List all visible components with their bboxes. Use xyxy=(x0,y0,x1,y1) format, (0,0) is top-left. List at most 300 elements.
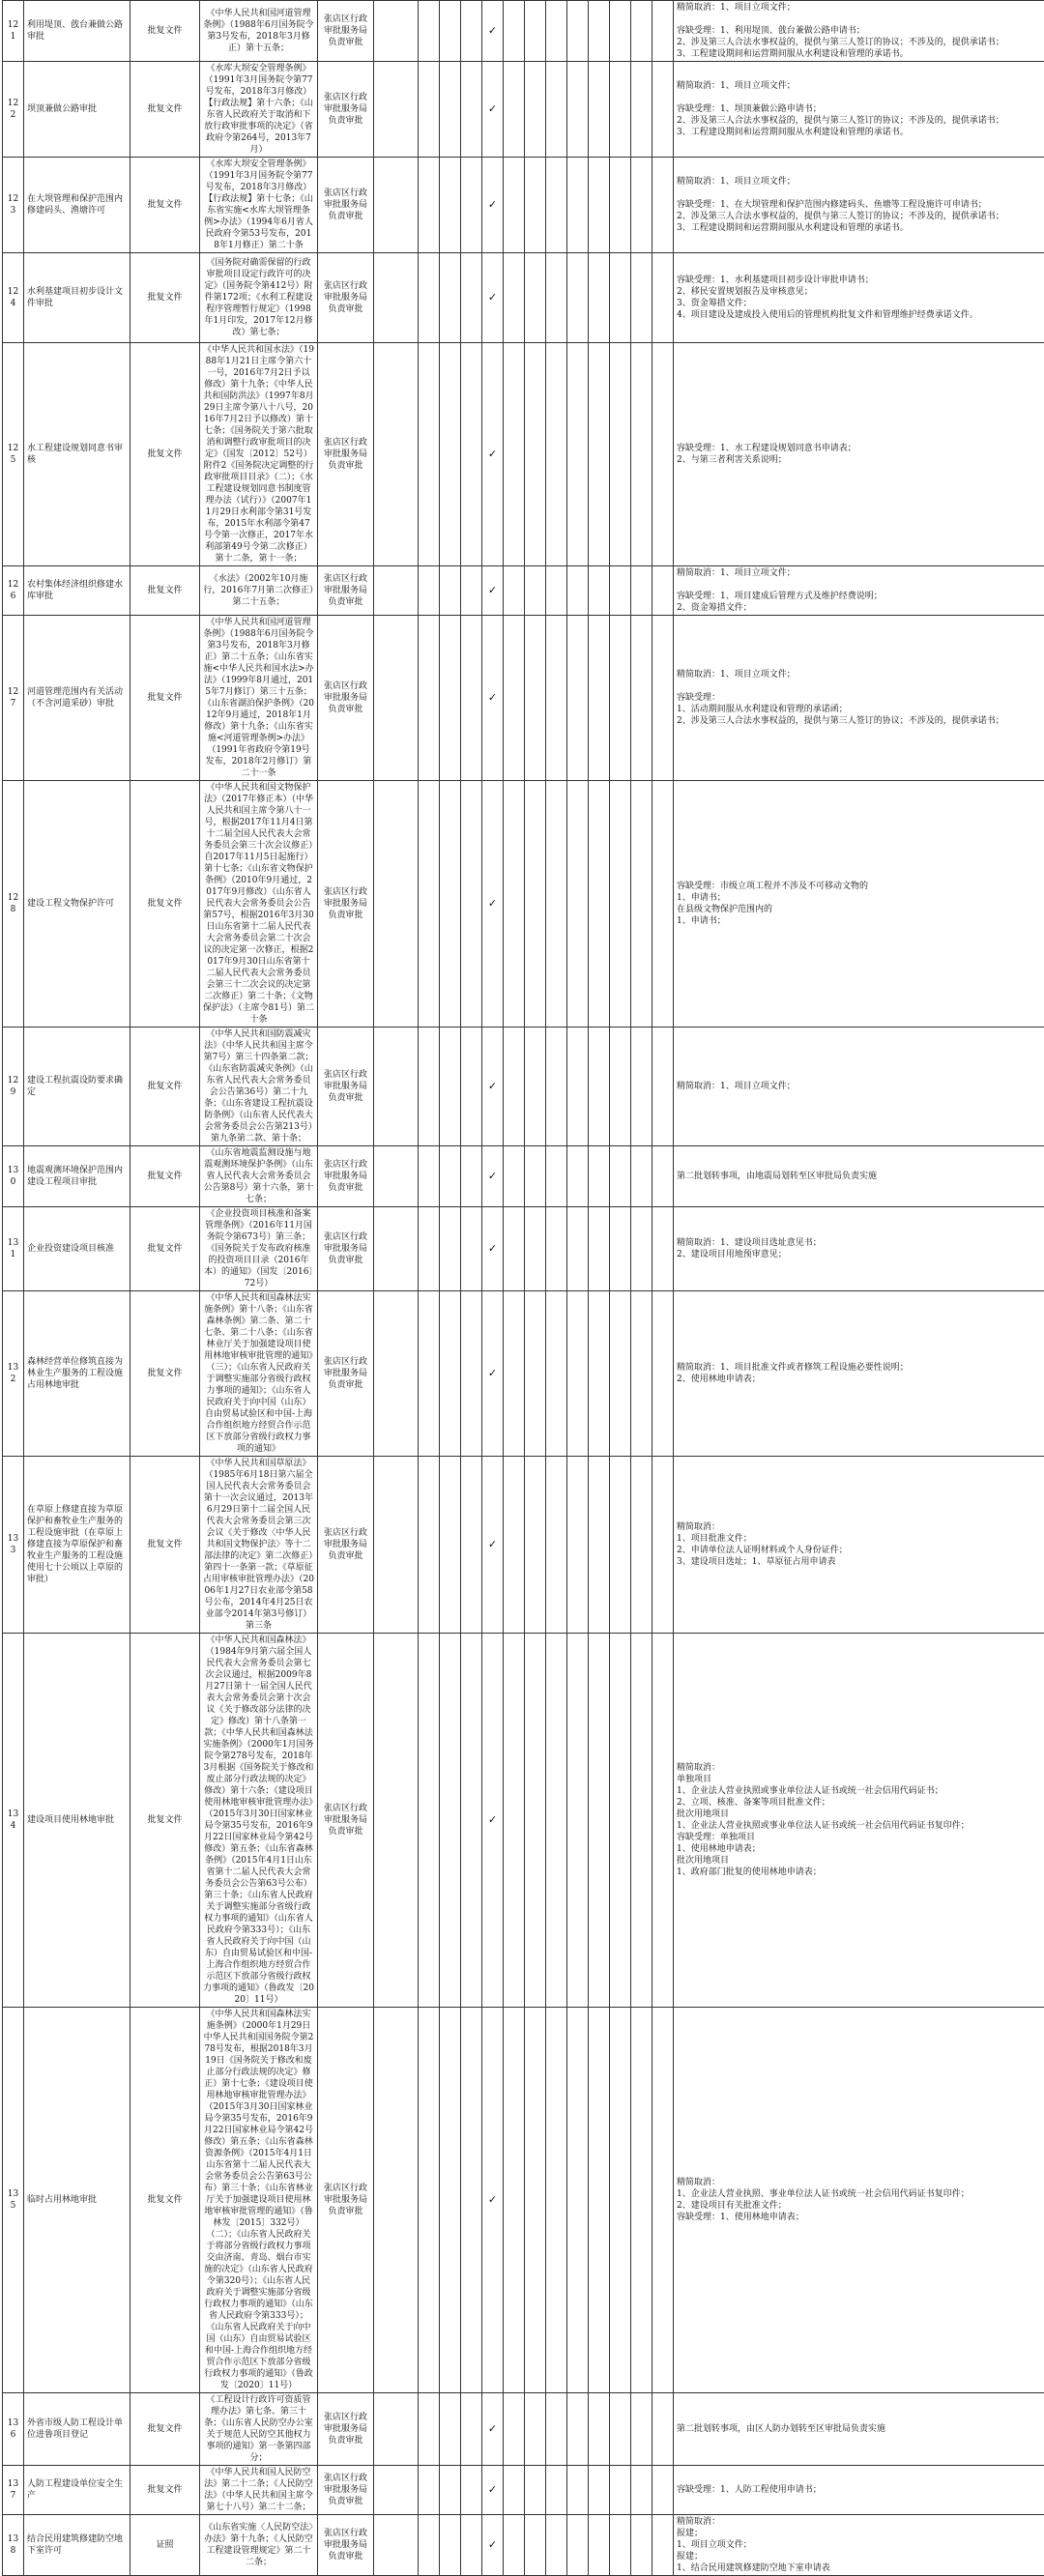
row-number-cell: 130 xyxy=(3,1146,24,1207)
empty-cell xyxy=(652,1457,674,1634)
empty-cell xyxy=(419,2008,440,2393)
empty-cell xyxy=(589,2393,610,2466)
empty-cell xyxy=(589,1634,610,2008)
empty-cell xyxy=(652,1207,674,1291)
empty-cell xyxy=(631,2515,652,2576)
empty-cell xyxy=(440,2466,461,2515)
empty-cell xyxy=(567,1457,589,1634)
result-type-cell: 批复文件 xyxy=(130,1146,200,1207)
empty-cell xyxy=(461,1028,482,1146)
result-type-cell: 批复文件 xyxy=(130,158,200,253)
legal-basis-cell: 《中华人民共和国水法》（1988年1月21日主席令第六十一号，2016年7月2日予以修改）第十九条；《中华人民共和国防洪法》（1997年8月29日主席令第八十八号，2016年7月2日予以修改）第十七条；《国务院关于第六批取消和调整行政审批项目的决定》（国发〔2012〕52号）附件2《国务院决定调整的行政审批项目目录》（二）；《水工程建设规划同意书制度管理办法（试行）》（2007年11月29日水利部令第31号发布，2015年水利部令第47号令第一次修正，2017年水利部第49号令第二次修正）第十二条，第十一条； xyxy=(200,343,318,566)
item-name-cell: 坝顶兼做公路审批 xyxy=(24,62,130,158)
empty-cell xyxy=(589,1207,610,1291)
result-type-cell: 批复文件 xyxy=(130,616,200,781)
empty-cell xyxy=(440,2515,461,2576)
empty-cell xyxy=(504,1146,525,1207)
empty-cell xyxy=(374,253,419,343)
empty-cell xyxy=(440,343,461,566)
result-type-cell: 批复文件 xyxy=(130,1457,200,1634)
table-row xyxy=(3,566,1044,616)
row-number-cell: 129 xyxy=(3,1028,24,1146)
checkmark-icon: ✓ xyxy=(482,2008,504,2393)
empty-cell xyxy=(610,566,631,616)
empty-cell xyxy=(525,1,546,62)
table-row xyxy=(3,343,1044,566)
materials-cell: 容缺受理：1、水工程建设规划同意书申请表； 2、与第三者利害关系说明； xyxy=(674,343,1044,566)
empty-cell xyxy=(610,158,631,253)
empty-cell xyxy=(546,2515,567,2576)
empty-cell xyxy=(419,1634,440,2008)
row-number-cell: 131 xyxy=(3,1207,24,1291)
result-type-cell: 批复文件 xyxy=(130,1207,200,1291)
materials-cell: 第二批划转事项，由区人防办划转至区审批局负责实施 xyxy=(674,2393,1044,2466)
row-number-cell: 122 xyxy=(3,62,24,158)
empty-cell xyxy=(589,253,610,343)
empty-cell xyxy=(440,566,461,616)
row-number-cell: 137 xyxy=(3,2466,24,2515)
empty-cell xyxy=(374,1457,419,1634)
empty-cell xyxy=(610,1,631,62)
checkmark-icon: ✓ xyxy=(482,253,504,343)
department-cell: 张店区行政审批服务局负责审批 xyxy=(318,781,374,1028)
empty-cell xyxy=(652,1634,674,2008)
empty-cell xyxy=(610,1291,631,1457)
legal-basis-cell: 《中华人民共和国草原法》（1985年6月18日第六届全国人民代表大会常务委员会第十一次会议通过，2013年6月29日第十二届全国人民代表大会常务委员会第三次会议《关于修改〈中华人民共和国文物保护法〉等十二部法律的决定》第二次修正）第四十一条第一款；《草原征占用审核审批管理办法》（2006年1月27日农业部令第58号公布，2014年4月25日农业部令2014年第3号修订）第三条 xyxy=(200,1457,318,1634)
empty-cell xyxy=(504,1634,525,2008)
checkmark-icon: ✓ xyxy=(482,2393,504,2466)
empty-cell xyxy=(631,1,652,62)
empty-cell xyxy=(546,343,567,566)
empty-cell xyxy=(631,158,652,253)
empty-cell xyxy=(504,2466,525,2515)
empty-cell xyxy=(525,253,546,343)
empty-cell xyxy=(461,1146,482,1207)
empty-cell xyxy=(631,2008,652,2393)
empty-cell xyxy=(567,2008,589,2393)
empty-cell xyxy=(652,1028,674,1146)
empty-cell xyxy=(374,1028,419,1146)
legal-basis-cell: 《水库大坝安全管理条例》（1991年3月国务院令第77号发布，2018年3月修改）【行政法规】第十六条；《山东省人民政府关于取消和下放行政审批事项的决定》（省政府令第264号，2013年7月） xyxy=(200,62,318,158)
empty-cell xyxy=(440,1291,461,1457)
materials-cell: 精简取消：1、项目立项文件； xyxy=(674,1028,1044,1146)
empty-cell xyxy=(419,616,440,781)
empty-cell xyxy=(546,158,567,253)
empty-cell xyxy=(610,2466,631,2515)
empty-cell xyxy=(610,1457,631,1634)
item-name-cell: 建设项目使用林地审批 xyxy=(24,1634,130,2008)
checkmark-icon: ✓ xyxy=(482,1146,504,1207)
empty-cell xyxy=(374,1207,419,1291)
checkmark-icon: ✓ xyxy=(482,2515,504,2576)
empty-cell xyxy=(504,566,525,616)
result-type-cell: 批复文件 xyxy=(130,1634,200,2008)
empty-cell xyxy=(374,1634,419,2008)
empty-cell xyxy=(419,1457,440,1634)
empty-cell xyxy=(610,1146,631,1207)
legal-basis-cell: 《中华人民共和国森林法》（1984年9月第六届全国人民代表大会常务委员会第七次会议通过，根据2009年8月27日第十一届全国人民代表大会常务委员会第十次会议《关于修改部分法律的决定》修改）第十八条第一款；《中华人民共和国森林法实施条例》（2000年1月国务院令第278号发布，2018年3月根据《国务院关于修改和废止部分行政法规的决定》修改）第十六条；《建设项目使用林地审核审批管理办法》（2015年3月30日国家林业局令第35号发布，2016年9月22日国家林业局令第42号修改）第五条；《山东省森林条例》（2015年4月1日山东省第十二届人民代表大会常务委员会公告第63号公布）第三十条；《山东省人民政府关于调整实施部分省级行政权力事项的通知》（山东省人民政府令第333号）；《山东省人民政府关于向中国（山东）自由贸易试验区和中国-上海合作组织地方经贸合作示范区下放部分省级行政权力事项的通知》（鲁政发〔2020〕11号） xyxy=(200,1634,318,2008)
empty-cell xyxy=(461,62,482,158)
row-number-cell: 123 xyxy=(3,158,24,253)
empty-cell xyxy=(461,781,482,1028)
item-name-cell: 外省市级人防工程设计单位进鲁项目登记 xyxy=(24,2393,130,2466)
result-type-cell: 批复文件 xyxy=(130,1291,200,1457)
checkmark-icon: ✓ xyxy=(482,1028,504,1146)
empty-cell xyxy=(461,2008,482,2393)
empty-cell xyxy=(589,2515,610,2576)
legal-basis-cell: 《山东省实施〈人民防空法〉办法》第十九条；《人民防空工程建设管理规定》第二十二条； xyxy=(200,2515,318,2576)
result-type-cell: 批复文件 xyxy=(130,1,200,62)
empty-cell xyxy=(504,1,525,62)
empty-cell xyxy=(567,62,589,158)
empty-cell xyxy=(652,253,674,343)
empty-cell xyxy=(652,2466,674,2515)
empty-cell xyxy=(589,62,610,158)
empty-cell xyxy=(461,616,482,781)
department-cell: 张店区行政审批服务局负责审批 xyxy=(318,253,374,343)
result-type-cell: 批复文件 xyxy=(130,253,200,343)
legal-basis-cell: 《中华人民共和国人民防空法》第二十二条；《人民防空法》（中华人民共和国主席令第七十八号）第二十二条； xyxy=(200,2466,318,2515)
checkmark-icon: ✓ xyxy=(482,1207,504,1291)
empty-cell xyxy=(440,1207,461,1291)
department-cell: 张店区行政审批服务局负责审批 xyxy=(318,566,374,616)
empty-cell xyxy=(440,1028,461,1146)
empty-cell xyxy=(461,1457,482,1634)
empty-cell xyxy=(440,253,461,343)
table-row xyxy=(3,1,1044,62)
empty-cell xyxy=(610,62,631,158)
empty-cell xyxy=(610,781,631,1028)
table-row xyxy=(3,2515,1044,2576)
empty-cell xyxy=(525,566,546,616)
empty-cell xyxy=(504,62,525,158)
materials-cell: 精简取消：1、项目批准文件或者修筑工程设施必要性说明； 2、使用林地申请表； xyxy=(674,1291,1044,1457)
materials-cell: 容缺受理：市级立项工程并不涉及不可移动文物的 1、申请书； 在县级文物保护范围内的 1、申请书； xyxy=(674,781,1044,1028)
empty-cell xyxy=(631,566,652,616)
empty-cell xyxy=(631,1634,652,2008)
empty-cell xyxy=(652,343,674,566)
empty-cell xyxy=(440,781,461,1028)
empty-cell xyxy=(631,343,652,566)
table-row xyxy=(3,62,1044,158)
empty-cell xyxy=(440,158,461,253)
legal-basis-cell: 《中华人民共和国文物保护法》（2017年修正本）（中华人民共和国主席令第八十一号，根据2017年11月4日第十二届全国人民代表大会常务委员会第三十次会议修正）自2017年11月5日起施行）第十七条；《山东省文物保护条例》（2010年9月通过，2017年9月修改）（山东省人民代表大会常务委员会公告第57号，根据2016年3月30日山东省第十二届人民代表大会常务委员会第二十次会议的决定第一次修正，根据2017年9月30日山东省第十二届人民代表大会常务委员会第三十二次会议的决定第二次修正）第二十条；《文物保护法》（主席令81号）第二十条 xyxy=(200,781,318,1028)
legal-basis-cell: 《中华人民共和国防震减灾法》（中华人民共和国主席令第7号）第三十四条第二款；《山东省防震减灾条例》（山东省人民代表大会常务委员会公告第36号）第二十九条；《山东省建设工程抗震设防条例》（山东省人民代表大会常务委员会公告第213号）第九条第二款、第十条； xyxy=(200,1028,318,1146)
empty-cell xyxy=(374,1146,419,1207)
legal-basis-cell: 《中华人民共和国森林法实施条例》（2000年1月29日中华人民共和国国务院令第278号发布，根据2018年3月19日《国务院关于修改和废止部分行政法规的决定》修正）第十七条；《建设项目使用林地审核审批管理办法》（2015年3月30日国家林业局令第35号发布，2016年9月22日国家林业局令第42号修改）第五条；《山东省森林资源条例》（2015年4月1日山东省第十二届人民代表大会常务委员会公告第63号公布）第三十条；《山东省林业厅关于加强建设项目使用林地审核审批管理的通知》（鲁林发〔2015〕332号）（二）；《山东省人民政府关于将部分省级行政权力事项交由济南、青岛、烟台市实施的决定》（山东省人民政府令第320号）；《山东省人民政府关于调整实施部分省级行政权力事项的通知》（山东省人民政府令第333号）；《山东省人民政府关于向中国（山东）自由贸易试验区和中国-上海合作组织地方经贸合作示范区下放部分省级行政权力事项的通知》（鲁政发〔2020〕11号） xyxy=(200,2008,318,2393)
empty-cell xyxy=(631,1457,652,1634)
empty-cell xyxy=(652,1,674,62)
empty-cell xyxy=(504,253,525,343)
empty-cell xyxy=(461,2466,482,2515)
legal-basis-cell: 《中华人民共和国河道管理条例》（1988年6月国务院令第3号发布，2018年3月修正）第十五条； xyxy=(200,1,318,62)
empty-cell xyxy=(504,616,525,781)
materials-cell: 精简取消：1、建设项目选址意见书； 2、建设项目用地预审意见； xyxy=(674,1207,1044,1291)
materials-cell: 精简取消：1、项目立项文件； 容缺受理：1、坝顶兼做公路申请书； 2、涉及第三人合法水事权益的，提供与第三人签订的协议；不涉及的，提供承诺书； 3、工程建设期间和运营期间服从水利建设和管理的承诺书。 xyxy=(674,62,1044,158)
row-number-cell: 134 xyxy=(3,1634,24,2008)
row-number-cell: 124 xyxy=(3,253,24,343)
empty-cell xyxy=(440,1,461,62)
table-row xyxy=(3,2393,1044,2466)
row-number-cell: 135 xyxy=(3,2008,24,2393)
row-number-cell: 121 xyxy=(3,1,24,62)
checkmark-icon: ✓ xyxy=(482,62,504,158)
empty-cell xyxy=(419,1146,440,1207)
legal-basis-cell: 《水法》（2002年10月施行，2016年7月第二次修正）第二十五条； xyxy=(200,566,318,616)
empty-cell xyxy=(461,1291,482,1457)
row-number-cell: 126 xyxy=(3,566,24,616)
empty-cell xyxy=(652,1146,674,1207)
empty-cell xyxy=(546,1457,567,1634)
empty-cell xyxy=(374,566,419,616)
empty-cell xyxy=(504,1291,525,1457)
empty-cell xyxy=(631,1291,652,1457)
materials-cell: 容缺受理：1、水利基建项目初步设计审批申请书； 2、移民安置规划报告及审核意见； 3、资金筹措文件； 4、项目建设及建成投入使用后的管理机构批复文件和管理维护经费承诺文件。 xyxy=(674,253,1044,343)
empty-cell xyxy=(461,253,482,343)
empty-cell xyxy=(610,1207,631,1291)
empty-cell xyxy=(631,253,652,343)
empty-cell xyxy=(589,1291,610,1457)
empty-cell xyxy=(461,566,482,616)
materials-cell: 精简取消： 报建； 1、项目立项文件； 报建； 1、结合民用建筑修建防空地下室申请表 xyxy=(674,2515,1044,2576)
empty-cell xyxy=(525,62,546,158)
empty-cell xyxy=(589,2466,610,2515)
empty-cell xyxy=(440,616,461,781)
empty-cell xyxy=(631,62,652,158)
table-row xyxy=(3,1457,1044,1634)
checkmark-icon: ✓ xyxy=(482,343,504,566)
item-name-cell: 河道管理范围内有关活动（不含河道采砂）审批 xyxy=(24,616,130,781)
empty-cell xyxy=(419,158,440,253)
table-row xyxy=(3,1634,1044,2008)
item-name-cell: 在草原上修建直接为草原保护和畜牧业生产服务的工程设施审批（在草原上修建直接为草原保护和畜牧业生产服务的工程设施使用七十公顷以上草原的审批） xyxy=(24,1457,130,1634)
department-cell: 张店区行政审批服务局负责审批 xyxy=(318,158,374,253)
empty-cell xyxy=(440,1146,461,1207)
empty-cell xyxy=(374,62,419,158)
row-number-cell: 128 xyxy=(3,781,24,1028)
row-number-cell: 132 xyxy=(3,1291,24,1457)
empty-cell xyxy=(546,616,567,781)
empty-cell xyxy=(567,1028,589,1146)
empty-cell xyxy=(419,1207,440,1291)
empty-cell xyxy=(525,2393,546,2466)
empty-cell xyxy=(589,2008,610,2393)
empty-cell xyxy=(567,2515,589,2576)
empty-cell xyxy=(461,1,482,62)
result-type-cell: 批复文件 xyxy=(130,343,200,566)
empty-cell xyxy=(440,2393,461,2466)
empty-cell xyxy=(546,1207,567,1291)
empty-cell xyxy=(374,158,419,253)
empty-cell xyxy=(440,1457,461,1634)
department-cell: 张店区行政审批服务局负责审批 xyxy=(318,1457,374,1634)
item-name-cell: 人防工程建设单位安全生产 xyxy=(24,2466,130,2515)
checkmark-icon: ✓ xyxy=(482,1457,504,1634)
materials-cell: 精简取消：1、项目立项文件； 容缺受理：1、在大坝管理和保护范围内修建码头、鱼塘等工程设施许可申请书； 2、涉及第三人合法水事权益的，提供与第三人签订的协议；不涉及的，提供承诺书； 3、工程建设期间和运营期间服从水利建设和管理的承诺书。 xyxy=(674,158,1044,253)
checkmark-icon: ✓ xyxy=(482,158,504,253)
empty-cell xyxy=(589,616,610,781)
empty-cell xyxy=(374,1,419,62)
materials-cell: 容缺受理：1、人防工程使用申请书； xyxy=(674,2466,1044,2515)
empty-cell xyxy=(525,781,546,1028)
empty-cell xyxy=(525,1207,546,1291)
empty-cell xyxy=(374,343,419,566)
empty-cell xyxy=(652,2515,674,2576)
empty-cell xyxy=(504,1207,525,1291)
empty-cell xyxy=(589,1457,610,1634)
materials-cell: 精简取消： 1、企业法人营业执照、事业单位法人证书或统一社会信用代码证书复印件； 2、建设项目有关批准文件； 容缺受理：1、使用林地申请表； xyxy=(674,2008,1044,2393)
result-type-cell: 批复文件 xyxy=(130,2466,200,2515)
table-row xyxy=(3,158,1044,253)
checkmark-icon: ✓ xyxy=(482,566,504,616)
item-name-cell: 森林经营单位修筑直接为林业生产服务的工程设施占用林地审批 xyxy=(24,1291,130,1457)
empty-cell xyxy=(419,2393,440,2466)
checkmark-icon: ✓ xyxy=(482,781,504,1028)
legal-basis-cell: 《中华人民共和国河道管理条例》（1988年6月国务院令第3号发布，2018年3月修正）第二十五条；《山东省实施<中华人民共和国水法>办法》（1999年8月通过，2015年7月修订）第三十五条；《山东省湖泊保护条例》（2012年9月通过，2018年1月修改）第十九条；《山东省实施<河道管理条例>办法》（1991年省政府令第19号发布，2018年2月修订）第二十一条 xyxy=(200,616,318,781)
empty-cell xyxy=(546,781,567,1028)
empty-cell xyxy=(419,1291,440,1457)
materials-cell: 精简取消：1、项目立项文件； 容缺受理：1、利用堤顶、戗台兼做公路申请书； 2、涉及第三人合法水事权益的，提供与第三人签订的协议；不涉及的，提供承诺书； 3、工程建设期间和运营期间服从水利建设和管理的承诺书。 xyxy=(674,1,1044,62)
empty-cell xyxy=(419,566,440,616)
empty-cell xyxy=(546,1146,567,1207)
empty-cell xyxy=(546,1291,567,1457)
empty-cell xyxy=(589,1028,610,1146)
empty-cell xyxy=(525,2466,546,2515)
empty-cell xyxy=(610,2008,631,2393)
department-cell: 张店区行政审批服务局负责审批 xyxy=(318,62,374,158)
empty-cell xyxy=(419,343,440,566)
row-number-cell: 136 xyxy=(3,2393,24,2466)
empty-cell xyxy=(631,1207,652,1291)
empty-cell xyxy=(525,2515,546,2576)
empty-cell xyxy=(567,1207,589,1291)
empty-cell xyxy=(652,2008,674,2393)
legal-basis-cell: 《山东省地震监测设施与地震观测环境保护条例》（山东省人民代表大会常务委员会公告第8号）第十六条，第十七条； xyxy=(200,1146,318,1207)
result-type-cell: 批复文件 xyxy=(130,62,200,158)
empty-cell xyxy=(546,62,567,158)
empty-cell xyxy=(440,1634,461,2008)
empty-cell xyxy=(610,1634,631,2008)
table-row xyxy=(3,2008,1044,2393)
empty-cell xyxy=(419,62,440,158)
empty-cell xyxy=(631,2393,652,2466)
materials-cell: 精简取消： 单独项目 1、企业法人营业执照或事业单位法人证书或统一社会信用代码证书； 2、立项、核准、备案等项目批准文件； 批次用地项目 1、企业法人营业执照或事业单位法人证书或统一社会信用代码证书复印件； 容缺受理：单独项目 1、使用林地申请表； 批次用地项目 1、政府部门批复的使用林地申请表； xyxy=(674,1634,1044,2008)
empty-cell xyxy=(567,566,589,616)
empty-cell xyxy=(652,62,674,158)
item-name-cell: 地震观测环境保护范围内建设工程项目审批 xyxy=(24,1146,130,1207)
empty-cell xyxy=(440,2008,461,2393)
empty-cell xyxy=(546,1,567,62)
materials-cell: 精简取消： 1、项目批准文件； 2、申请单位法人证明材料或个人身份证件； 3、建设项目选址；1、草原征占用申请表 xyxy=(674,1457,1044,1634)
empty-cell xyxy=(525,1634,546,2008)
empty-cell xyxy=(374,616,419,781)
empty-cell xyxy=(610,2393,631,2466)
checkmark-icon: ✓ xyxy=(482,2466,504,2515)
empty-cell xyxy=(504,781,525,1028)
materials-cell: 精简取消：1、项目立项文件； 容缺受理：1、项目建成后管理方式及维护经费说明； 2、资金筹措文件； xyxy=(674,566,1044,616)
checkmark-icon: ✓ xyxy=(482,1,504,62)
empty-cell xyxy=(589,1146,610,1207)
item-name-cell: 利用堤顶、戗台兼做公路审批 xyxy=(24,1,130,62)
department-cell: 张店区行政审批服务局负责审批 xyxy=(318,1028,374,1146)
legal-basis-cell: 《水库大坝安全管理条例》（1991年3月国务院令第77号发布，2018年3月修改）【行政法规】第十七条；《山东省实施<水库大坝管理条例>办法》（1994年6月省人民政府令第53号发布，2018年1月修正）第二十条 xyxy=(200,158,318,253)
empty-cell xyxy=(546,2393,567,2466)
empty-cell xyxy=(631,1028,652,1146)
legal-basis-cell: 《国务院对确需保留的行政审批项目设定行政许可的决定》（国务院令第412号）附件第172项；《水利工程建设程序管理暂行规定》（1998年1月印发，2017年12月修改）第七条； xyxy=(200,253,318,343)
empty-cell xyxy=(525,1457,546,1634)
table-row xyxy=(3,2466,1044,2515)
empty-cell xyxy=(546,2008,567,2393)
result-type-cell: 证照 xyxy=(130,2515,200,2576)
table-row xyxy=(3,253,1044,343)
department-cell: 张店区行政审批服务局负责审批 xyxy=(318,1634,374,2008)
empty-cell xyxy=(419,1,440,62)
item-name-cell: 建设工程抗震设防要求确定 xyxy=(24,1028,130,1146)
empty-cell xyxy=(589,566,610,616)
empty-cell xyxy=(546,2466,567,2515)
table-row xyxy=(3,1028,1044,1146)
department-cell: 张店区行政审批服务局负责审批 xyxy=(318,2515,374,2576)
legal-basis-cell: 《中华人民共和国森林法实施条例》第十八条；《山东省森林条例》第二条、第二十七条、第二十八条；《山东省林业厅关于加强建设项目使用林地审核审批管理的通知》（三）；《山东省人民政府关于调整实施部分省级行政权力事项的通知》；《山东省人民政府关于向中国（山东）自由贸易试验区和中国-上海合作组织地方经贸合作示范区下放部分省级行政权力事项的通知》 xyxy=(200,1291,318,1457)
empty-cell xyxy=(461,1634,482,2008)
empty-cell xyxy=(546,566,567,616)
empty-cell xyxy=(567,616,589,781)
department-cell: 张店区行政审批服务局负责审批 xyxy=(318,1291,374,1457)
empty-cell xyxy=(419,2466,440,2515)
empty-cell xyxy=(374,781,419,1028)
empty-cell xyxy=(567,2466,589,2515)
empty-cell xyxy=(374,2008,419,2393)
empty-cell xyxy=(631,616,652,781)
empty-cell xyxy=(419,2515,440,2576)
checkmark-icon: ✓ xyxy=(482,1634,504,2008)
item-name-cell: 建设工程文物保护许可 xyxy=(24,781,130,1028)
empty-cell xyxy=(374,2466,419,2515)
empty-cell xyxy=(504,158,525,253)
materials-cell: 精简取消：1、项目立项文件； 容缺受理： 1、活动期间服从水利建设和管理的承诺函； 2、涉及第三人合法水事权益的，提供与第三人签订的协议；不涉及的，提供承诺书； xyxy=(674,616,1044,781)
item-name-cell: 企业投资建设项目核准 xyxy=(24,1207,130,1291)
department-cell: 张店区行政审批服务局负责审批 xyxy=(318,1146,374,1207)
result-type-cell: 批复文件 xyxy=(130,2008,200,2393)
empty-cell xyxy=(546,1634,567,2008)
item-name-cell: 在大坝管理和保护范围内修建码头、渔塘许可 xyxy=(24,158,130,253)
table-row xyxy=(3,1291,1044,1457)
table-row xyxy=(3,781,1044,1028)
empty-cell xyxy=(610,2515,631,2576)
item-name-cell: 水利基建项目初步设计文件审批 xyxy=(24,253,130,343)
empty-cell xyxy=(525,1028,546,1146)
result-type-cell: 批复文件 xyxy=(130,566,200,616)
empty-cell xyxy=(652,781,674,1028)
empty-cell xyxy=(546,1028,567,1146)
item-name-cell: 结合民用建筑修建防空地下室许可 xyxy=(24,2515,130,2576)
empty-cell xyxy=(525,1146,546,1207)
empty-cell xyxy=(610,343,631,566)
empty-cell xyxy=(525,616,546,781)
empty-cell xyxy=(610,253,631,343)
item-name-cell: 临时占用林地审批 xyxy=(24,2008,130,2393)
empty-cell xyxy=(504,2008,525,2393)
empty-cell xyxy=(567,1291,589,1457)
materials-cell: 第二批划转事项，由地震局划转至区审批局负责实施 xyxy=(674,1146,1044,1207)
empty-cell xyxy=(652,616,674,781)
empty-cell xyxy=(419,1028,440,1146)
result-type-cell: 批复文件 xyxy=(130,2393,200,2466)
empty-cell xyxy=(589,158,610,253)
empty-cell xyxy=(652,1291,674,1457)
empty-cell xyxy=(374,2515,419,2576)
item-name-cell: 水工程建设规划同意书审核 xyxy=(24,343,130,566)
